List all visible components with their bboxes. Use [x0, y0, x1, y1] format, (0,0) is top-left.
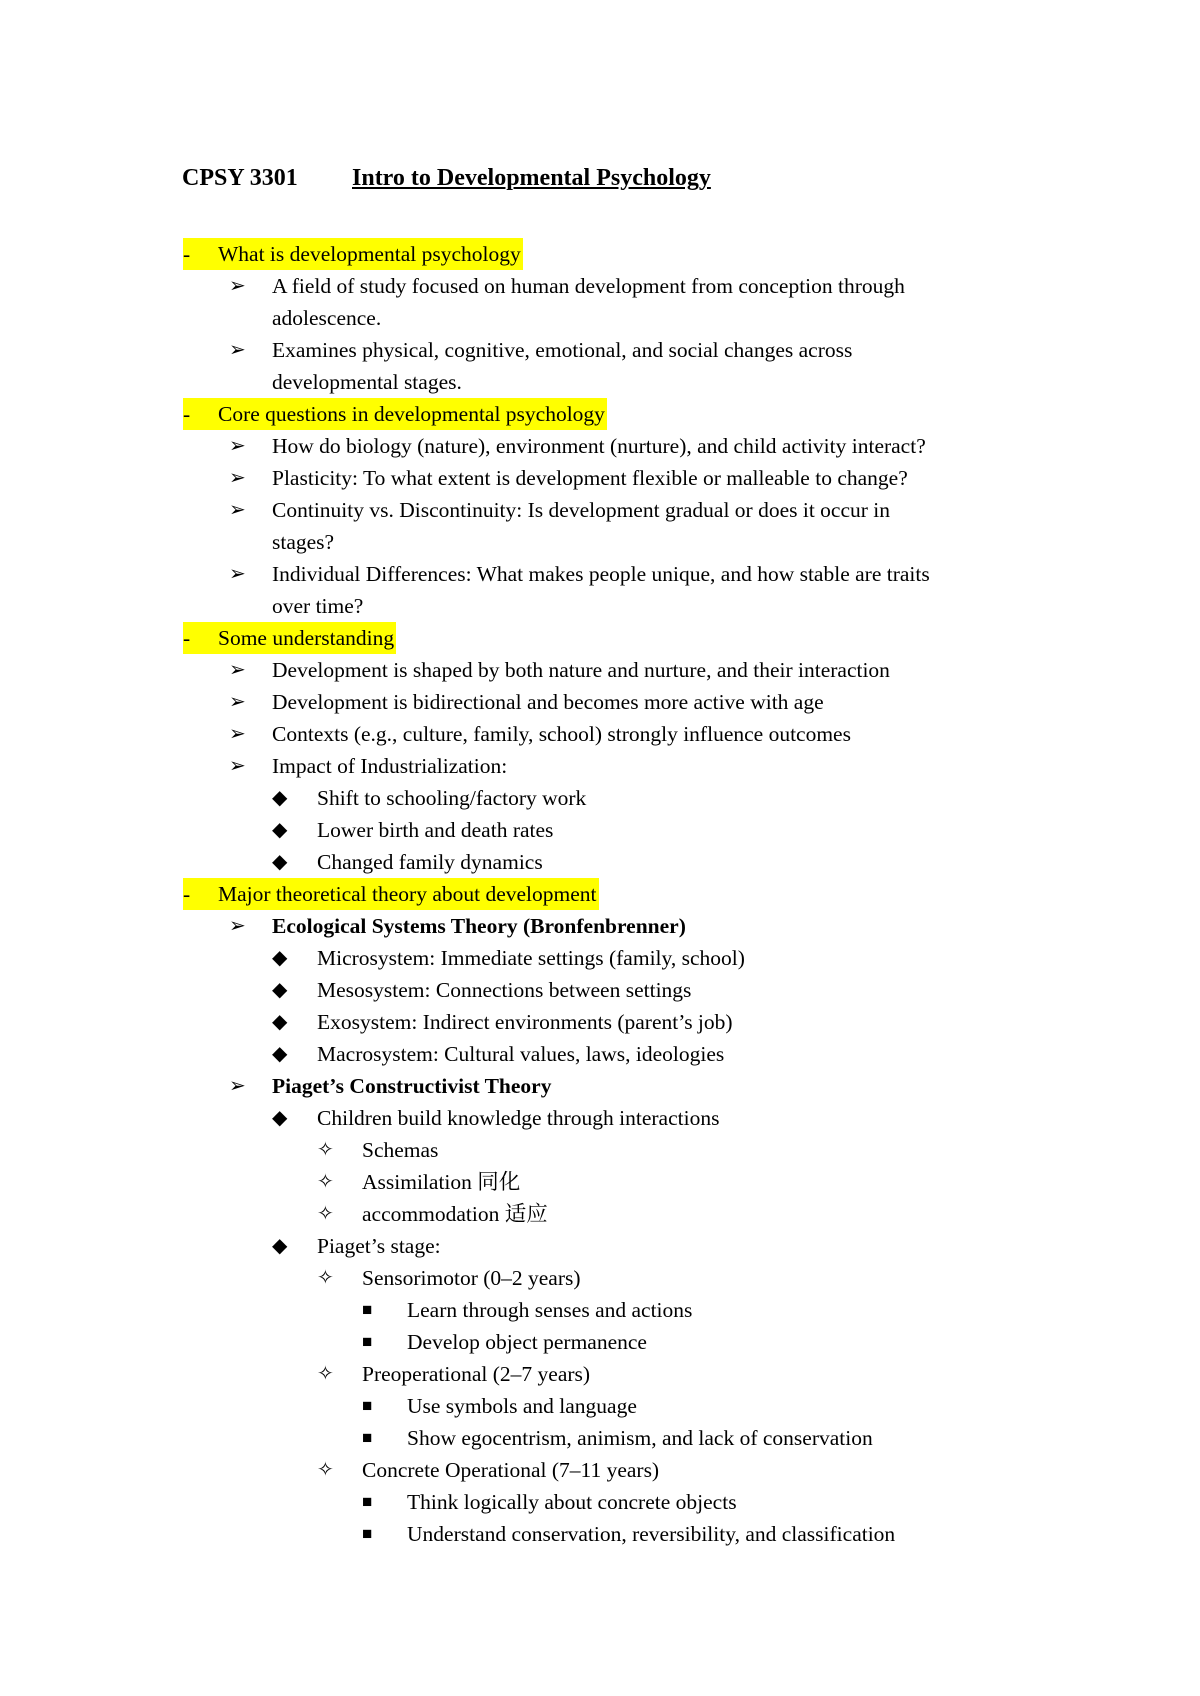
- list-item-text: over time?: [272, 594, 364, 618]
- square-bullet-icon: ■: [362, 1428, 373, 1447]
- arrow-bullet-icon: ➢: [229, 755, 246, 777]
- arrow-bullet-icon: ➢: [229, 467, 246, 489]
- diamond-bullet-icon: ◆: [272, 979, 288, 1001]
- arrow-bullet-icon: ➢: [229, 339, 246, 361]
- section-heading-text: Core questions in developmental psychology: [218, 402, 605, 426]
- dash-icon: -: [183, 242, 191, 266]
- star-bullet-icon: ✧: [317, 1171, 334, 1193]
- diamond-bullet-icon: ◆: [272, 1235, 288, 1257]
- section-heading-text: What is developmental psychology: [218, 242, 521, 266]
- list-item-text: Contexts (e.g., culture, family, school) strongly influence outcomes: [272, 722, 851, 746]
- list-item-text: Development is shaped by both nature and nurture, and their interaction: [272, 658, 890, 682]
- list-item-text: Continuity vs. Discontinuity: Is development gradual or does it occur in: [272, 498, 891, 522]
- list-item-text: stages?: [272, 530, 335, 554]
- concept-item-text: Assimilation 同化: [362, 1170, 521, 1194]
- dash-icon: -: [183, 626, 191, 650]
- arrow-bullet-icon: ➢: [229, 723, 246, 745]
- diamond-bullet-icon: ◆: [272, 1043, 288, 1065]
- diamond-bullet-icon: ◆: [272, 851, 288, 873]
- sub-list-item-text: Children build knowledge through interactions: [317, 1106, 720, 1130]
- sub-list-item-text: Changed family dynamics: [317, 850, 543, 874]
- stage-name: Sensorimotor (0–2 years): [362, 1266, 581, 1290]
- sub-list-item-text: Mesosystem: Connections between settings: [317, 978, 692, 1002]
- section-heading: [183, 878, 599, 910]
- arrow-bullet-icon: ➢: [229, 915, 246, 937]
- section-heading: [183, 622, 396, 654]
- square-bullet-icon: ■: [362, 1396, 373, 1415]
- course-title: Intro to Developmental Psychology: [352, 165, 711, 191]
- list-item-text: Individual Differences: What makes people unique, and how stable are traits: [272, 562, 930, 586]
- document-title: [182, 160, 711, 196]
- diamond-bullet-icon: ◆: [272, 1011, 288, 1033]
- arrow-bullet-icon: ➢: [229, 499, 246, 521]
- dash-icon: -: [183, 402, 191, 426]
- star-bullet-icon: ✧: [317, 1459, 334, 1481]
- course-code: CPSY 3301: [182, 165, 298, 191]
- square-bullet-icon: ■: [362, 1300, 373, 1319]
- concept-item-text: accommodation 适应: [362, 1202, 548, 1226]
- arrow-bullet-icon: ➢: [229, 1075, 246, 1097]
- arrow-bullet-icon: ➢: [229, 659, 246, 681]
- theory-title: Ecological Systems Theory (Bronfenbrenner): [272, 914, 686, 938]
- diamond-bullet-icon: ◆: [272, 819, 288, 841]
- list-item-text: Impact of Industrialization:: [272, 754, 508, 778]
- list-item-text: Plasticity: To what extent is development flexible or malleable to change?: [272, 466, 908, 490]
- stage-name: Concrete Operational (7–11 years): [362, 1458, 660, 1482]
- theory-title: Piaget’s Constructivist Theory: [272, 1074, 552, 1098]
- sub-list-item-text: Shift to schooling/factory work: [317, 786, 587, 810]
- section-heading-text: Some understanding: [218, 626, 395, 650]
- square-bullet-icon: ■: [362, 1492, 373, 1511]
- star-bullet-icon: ✧: [317, 1203, 334, 1225]
- sub-list-item-text: Lower birth and death rates: [317, 818, 554, 842]
- section-heading: [183, 238, 523, 270]
- section-heading: [183, 398, 607, 430]
- star-bullet-icon: ✧: [317, 1139, 334, 1161]
- section-heading-text: Major theoretical theory about development: [218, 882, 597, 906]
- diamond-bullet-icon: ◆: [272, 787, 288, 809]
- stage-point-text: Develop object permanence: [407, 1330, 647, 1354]
- sub-list-item-text: Exosystem: Indirect environments (parent’s job): [317, 1010, 733, 1034]
- stage-name: Preoperational (2–7 years): [362, 1362, 591, 1386]
- arrow-bullet-icon: ➢: [229, 691, 246, 713]
- diamond-bullet-icon: ◆: [272, 1107, 288, 1129]
- list-item-text: Development is bidirectional and becomes more active with age: [272, 690, 824, 714]
- stage-point-text: Understand conservation, reversibility, and classification: [407, 1522, 896, 1546]
- arrow-bullet-icon: ➢: [229, 275, 246, 297]
- stage-point-text: Show egocentrism, animism, and lack of conservation: [407, 1426, 873, 1450]
- list-item-text: adolescence.: [272, 306, 382, 330]
- square-bullet-icon: ■: [362, 1524, 373, 1543]
- stage-point-text: Learn through senses and actions: [407, 1298, 693, 1322]
- list-item-text: A field of study focused on human development from conception through: [272, 274, 905, 298]
- stage-point-text: Use symbols and language: [407, 1394, 637, 1418]
- arrow-bullet-icon: ➢: [229, 435, 246, 457]
- concept-item-text: Schemas: [362, 1138, 439, 1162]
- arrow-bullet-icon: ➢: [229, 563, 246, 585]
- list-item-text: developmental stages.: [272, 370, 462, 394]
- dash-icon: -: [183, 882, 191, 906]
- sub-list-item-text: Microsystem: Immediate settings (family, school): [317, 946, 745, 970]
- list-item-text: Examines physical, cognitive, emotional, and social changes across: [272, 338, 853, 362]
- stage-point-text: Think logically about concrete objects: [407, 1490, 737, 1514]
- square-bullet-icon: ■: [362, 1332, 373, 1351]
- sub-list-item-text: Macrosystem: Cultural values, laws, ideologies: [317, 1042, 725, 1066]
- star-bullet-icon: ✧: [317, 1363, 334, 1385]
- list-item-text: How do biology (nature), environment (nurture), and child activity interact?: [272, 434, 926, 458]
- sub-list-item-text: Piaget’s stage:: [317, 1234, 441, 1258]
- star-bullet-icon: ✧: [317, 1267, 334, 1289]
- diamond-bullet-icon: ◆: [272, 947, 288, 969]
